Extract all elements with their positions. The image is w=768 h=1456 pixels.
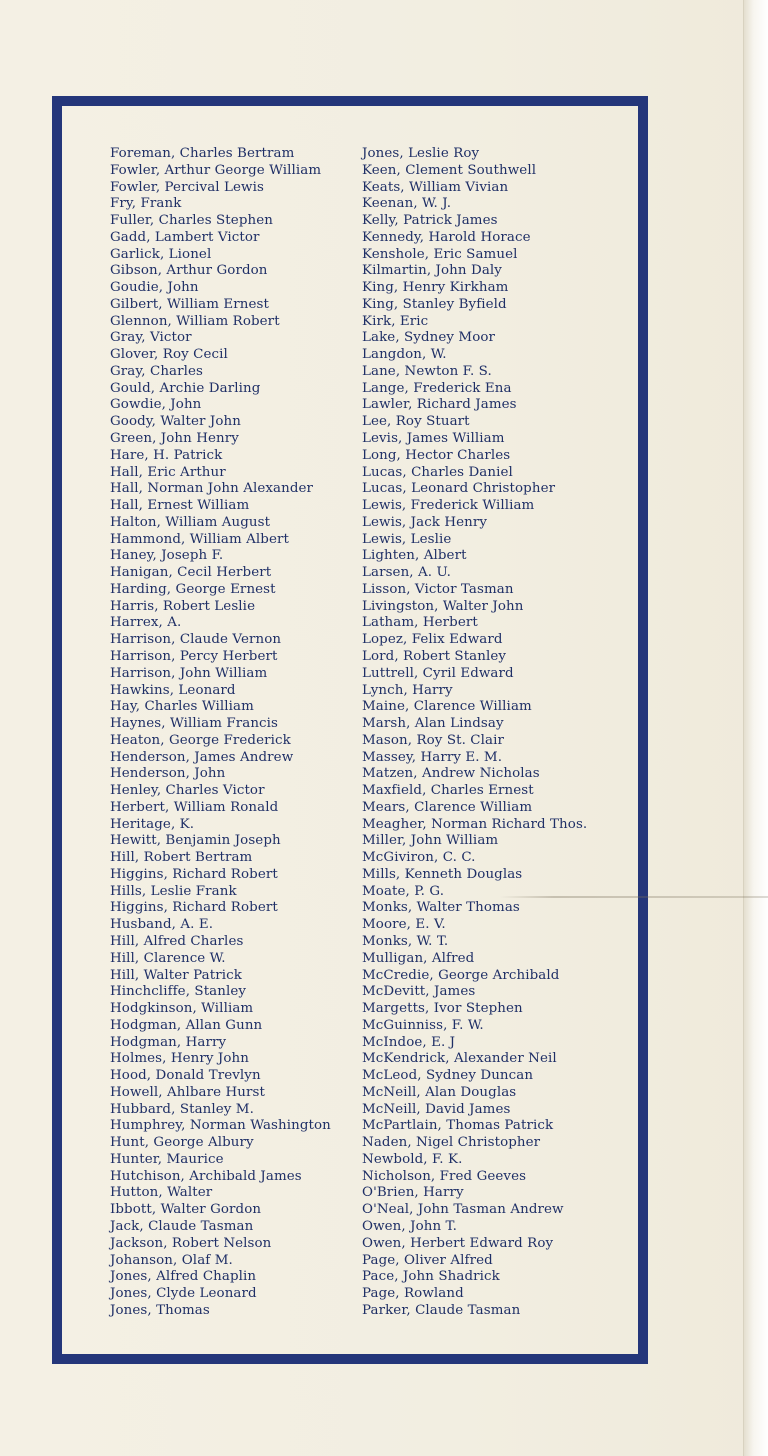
- name-entry: Lawler, Richard James: [362, 397, 517, 413]
- name-entry: Hodgman, Harry: [110, 1034, 227, 1050]
- name-entry: Lewis, Frederick William: [362, 498, 535, 514]
- name-entry: Hill, Robert Bertram: [110, 850, 253, 866]
- name-entry: O'Brien, Harry: [362, 1185, 464, 1201]
- name-entry: Jones, Thomas: [110, 1302, 210, 1318]
- name-entry: Henderson, John: [110, 766, 226, 782]
- name-entry: Harrison, Percy Herbert: [110, 648, 278, 664]
- name-entry: Johanson, Olaf M.: [110, 1252, 233, 1268]
- name-entry: Hare, H. Patrick: [110, 447, 223, 463]
- name-entry: Goudie, John: [110, 280, 199, 296]
- name-entry: McGiviron, C. C.: [362, 850, 476, 866]
- name-entry: Jones, Alfred Chaplin: [110, 1269, 257, 1285]
- name-entry: King, Henry Kirkham: [362, 280, 509, 296]
- name-entry: Gowdie, John: [110, 397, 202, 413]
- name-entry: Hay, Charles William: [110, 699, 254, 715]
- name-entry: Keen, Clement Southwell: [362, 162, 537, 178]
- name-entry: Maxfield, Charles Ernest: [362, 783, 534, 799]
- name-entry: Lucas, Charles Daniel: [362, 464, 513, 480]
- name-entry: Gray, Charles: [110, 363, 204, 379]
- name-entry: Marsh, Alan Lindsay: [362, 716, 504, 732]
- name-entry: Hunter, Maurice: [110, 1151, 224, 1167]
- name-entry: Fry, Frank: [110, 196, 182, 212]
- name-entry: Mulligan, Alfred: [362, 950, 475, 966]
- name-entry: Hubbard, Stanley M.: [110, 1101, 254, 1117]
- name-entry: Hewitt, Benjamin Joseph: [110, 833, 281, 849]
- name-entry: Margetts, Ivor Stephen: [362, 1001, 523, 1017]
- name-entry: Maine, Clarence William: [362, 699, 532, 715]
- name-entry: Monks, Walter Thomas: [362, 900, 520, 916]
- name-entry: Green, John Henry: [110, 431, 239, 447]
- name-entry: Harrex, A.: [110, 615, 182, 631]
- name-entry: Garlick, Lionel: [110, 246, 212, 262]
- name-entry: Haynes, William Francis: [110, 716, 279, 732]
- name-entry: Hutchison, Archibald James: [110, 1168, 302, 1184]
- name-entry: Matzen, Andrew Nicholas: [362, 766, 540, 782]
- name-entry: Harding, George Ernest: [110, 581, 276, 597]
- name-entry: Hinchcliffe, Stanley: [110, 984, 247, 1000]
- name-entry: Goody, Walter John: [110, 414, 241, 430]
- name-entry: McKendrick, Alexander Neil: [362, 1051, 557, 1067]
- name-entry: Long, Hector Charles: [362, 447, 511, 463]
- name-entry: Fowler, Percival Lewis: [110, 179, 264, 195]
- name-entry: Hanigan, Cecil Herbert: [110, 565, 272, 581]
- name-entry: Gray, Victor: [110, 330, 192, 346]
- name-entry: Livingston, Walter John: [362, 598, 524, 614]
- name-entry: Luttrell, Cyril Edward: [362, 665, 514, 681]
- name-entry: Lighten, Albert: [362, 548, 467, 564]
- name-entry: Lange, Frederick Ena: [362, 380, 512, 396]
- name-entry: Harrison, Claude Vernon: [110, 632, 282, 648]
- name-entry: Ibbott, Walter Gordon: [110, 1202, 262, 1218]
- name-entry: Lucas, Leonard Christopher: [362, 481, 556, 497]
- name-entry: Glennon, William Robert: [110, 313, 280, 329]
- name-entry: Levis, James William: [362, 431, 505, 447]
- name-entry: Miller, John William: [362, 833, 499, 849]
- name-entry: Heaton, George Frederick: [110, 732, 291, 748]
- name-entry: Kilmartin, John Daly: [362, 263, 502, 279]
- names-column-right: [362, 146, 587, 1320]
- name-entry: Husband, A. E.: [110, 917, 214, 933]
- name-entry: Parker, Claude Tasman: [362, 1302, 521, 1318]
- name-entry: Jackson, Robert Nelson: [110, 1235, 272, 1251]
- name-entry: McNeill, Alan Douglas: [362, 1084, 517, 1100]
- name-entry: O'Neal, John Tasman Andrew: [362, 1202, 564, 1218]
- name-entry: Mills, Kenneth Douglas: [362, 866, 523, 882]
- name-entry: Page, Rowland: [362, 1286, 464, 1302]
- name-entry: Fowler, Arthur George William: [110, 162, 322, 178]
- name-entry: Massey, Harry E. M.: [362, 749, 503, 765]
- name-entry: Gadd, Lambert Victor: [110, 229, 260, 245]
- name-entry: Hodgman, Allan Gunn: [110, 1017, 263, 1033]
- name-entry: Moore, E. V.: [362, 917, 446, 933]
- name-entry: Hunt, George Albury: [110, 1135, 254, 1151]
- name-entry: Page, Oliver Alfred: [362, 1252, 493, 1268]
- name-entry: Kennedy, Harold Horace: [362, 229, 531, 245]
- name-entry: Hall, Eric Arthur: [110, 464, 226, 480]
- name-entry: Haney, Joseph F.: [110, 548, 224, 564]
- name-entry: Meagher, Norman Richard Thos.: [362, 816, 588, 832]
- name-entry: Nicholson, Fred Geeves: [362, 1168, 527, 1184]
- name-entry: Gilbert, William Ernest: [110, 296, 269, 312]
- name-entry: Hall, Ernest William: [110, 498, 250, 514]
- name-entry: Lewis, Leslie: [362, 531, 452, 547]
- name-entry: Harrison, John William: [110, 665, 268, 681]
- name-entry: Higgins, Richard Robert: [110, 900, 278, 916]
- name-entry: Kelly, Patrick James: [362, 213, 498, 229]
- name-entry: Monks, W. T.: [362, 933, 449, 949]
- name-entry: Larsen, A. U.: [362, 565, 452, 581]
- name-entry: Moate, P. G.: [362, 883, 445, 899]
- name-entry: King, Stanley Byfield: [362, 296, 507, 312]
- name-entry: McGuinniss, F. W.: [362, 1017, 484, 1033]
- name-entry: Kirk, Eric: [362, 313, 429, 329]
- name-entry: Naden, Nigel Christopher: [362, 1135, 541, 1151]
- name-entry: Hodgkinson, William: [110, 1001, 254, 1017]
- name-entry: Hall, Norman John Alexander: [110, 481, 314, 497]
- name-entry: Hood, Donald Trevlyn: [110, 1068, 261, 1084]
- name-entry: Hill, Clarence W.: [110, 950, 226, 966]
- name-entry: Lisson, Victor Tasman: [362, 581, 514, 597]
- name-entry: Henley, Charles Victor: [110, 783, 265, 799]
- name-entry: Howell, Ahlbare Hurst: [110, 1084, 265, 1100]
- name-entry: McNeill, David James: [362, 1101, 511, 1117]
- name-entry: Lake, Sydney Moor: [362, 330, 496, 346]
- name-entry: Jones, Leslie Roy: [362, 146, 480, 161]
- name-entry: McLeod, Sydney Duncan: [362, 1068, 534, 1084]
- names-column-left: [110, 146, 331, 1320]
- name-entry: Owen, Herbert Edward Roy: [362, 1235, 554, 1251]
- name-entry: Herbert, William Ronald: [110, 799, 279, 815]
- name-entry: Lee, Roy Stuart: [362, 414, 470, 430]
- name-entry: Pace, John Shadrick: [362, 1269, 500, 1285]
- name-entry: Lord, Robert Stanley: [362, 648, 507, 664]
- name-entry: Keenan, W. J.: [362, 196, 452, 212]
- name-entry: Jack, Claude Tasman: [110, 1219, 254, 1234]
- name-entry: Latham, Herbert: [362, 615, 478, 631]
- name-entry: Hill, Walter Patrick: [110, 967, 242, 983]
- name-entry: Kenshole, Eric Samuel: [362, 246, 518, 262]
- name-entry: Lane, Newton F. S.: [362, 363, 492, 379]
- name-entry: Hills, Leslie Frank: [110, 883, 237, 899]
- name-entry: Fuller, Charles Stephen: [110, 213, 273, 229]
- name-entry: Gibson, Arthur Gordon: [110, 263, 268, 279]
- name-entry: Glover, Roy Cecil: [110, 347, 228, 363]
- name-entry: Lewis, Jack Henry: [362, 514, 488, 530]
- name-entry: Hammond, William Albert: [110, 531, 289, 547]
- name-entry: Higgins, Richard Robert: [110, 866, 278, 882]
- name-entry: Newbold, F. K.: [362, 1151, 463, 1167]
- name-entry: Lopez, Felix Edward: [362, 632, 503, 648]
- name-entry: McDevitt, James: [362, 984, 476, 1000]
- name-entry: McIndoe, E. J: [362, 1034, 456, 1050]
- name-entry: Henderson, James Andrew: [110, 749, 294, 765]
- name-entry: Langdon, W.: [362, 347, 447, 363]
- name-entry: McPartlain, Thomas Patrick: [362, 1118, 554, 1134]
- name-entry: Mason, Roy St. Clair: [362, 732, 504, 748]
- name-entry: Hawkins, Leonard: [110, 682, 236, 698]
- name-entry: Holmes, Henry John: [110, 1051, 249, 1067]
- name-entry: Lynch, Harry: [362, 682, 453, 698]
- name-entry: Owen, John T.: [362, 1219, 457, 1234]
- name-entry: Harris, Robert Leslie: [110, 598, 256, 614]
- name-entry: Hutton, Walter: [110, 1185, 213, 1201]
- name-entry: Hill, Alfred Charles: [110, 933, 244, 949]
- name-entry: Halton, William August: [110, 514, 271, 530]
- name-entry: McCredie, George Archibald: [362, 967, 560, 983]
- name-entry: Foreman, Charles Bertram: [110, 146, 295, 161]
- name-entry: Gould, Archie Darling: [110, 380, 261, 396]
- name-entry: Humphrey, Norman Washington: [110, 1118, 331, 1134]
- name-entry: Heritage, K.: [110, 816, 195, 832]
- page-edge: [743, 0, 768, 1456]
- name-entry: Mears, Clarence William: [362, 799, 533, 815]
- name-entry: Jones, Clyde Leonard: [110, 1286, 257, 1302]
- name-entry: Keats, William Vivian: [362, 179, 509, 195]
